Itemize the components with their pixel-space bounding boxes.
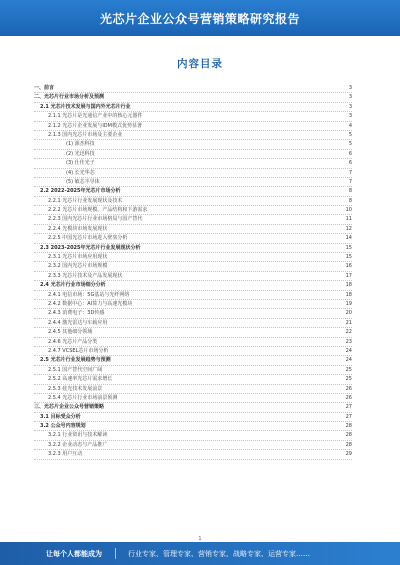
toc-entry[interactable] (34, 131, 352, 140)
toc-entry-page: 21 (345, 319, 352, 326)
toc-entry-label: 2.2.3 国内光芯片行业市场格局与国产替代 (48, 216, 143, 223)
toc-entry[interactable] (34, 150, 352, 159)
toc-entry-page: 28 (345, 423, 352, 430)
toc-entry-page: 26 (345, 394, 352, 401)
toc-entry-page: 14 (345, 235, 352, 242)
report-header-banner (0, 0, 400, 36)
toc-entry-page: 19 (345, 300, 352, 307)
toc-entry[interactable] (34, 413, 352, 422)
toc-entry-label: 2.2 2022-2025年光芯片市场分析 (40, 188, 121, 195)
toc-entry-label: 3.1 目标受众分析 (40, 413, 81, 420)
toc-entry[interactable] (34, 291, 352, 300)
toc-entry[interactable] (34, 253, 352, 262)
page-number: 1 (198, 536, 202, 542)
footer-slogan-right: 行业专家、管理专家、营销专家、战略专家、运营专家…… (128, 550, 310, 558)
toc-entry-page: 27 (345, 404, 352, 411)
toc-entry-label: 3.2.3 用户互动 (48, 451, 83, 458)
toc-entry-page: 26 (345, 385, 352, 392)
toc-entry[interactable] (34, 112, 352, 121)
toc-entry-page: 3 (348, 85, 352, 91)
toc-entry-label: 三、光芯片企业公众号营销策略 (34, 404, 105, 411)
toc-entry-page: 5 (348, 141, 352, 148)
toc-entry[interactable] (34, 281, 352, 290)
toc-entry-label: 2.3.2 国内光芯片市场规模 (48, 263, 108, 270)
toc-entry-label: 3.2.1 行业资讯与技术解读 (48, 432, 108, 439)
toc-entry-label: (2) 光迅科技 (66, 150, 95, 157)
toc-entry-page: 22 (345, 329, 352, 336)
toc-entry[interactable] (34, 187, 352, 196)
toc-entry-page: 24 (345, 357, 352, 364)
toc-entry-label: 2.2.5 中国光芯片市场进入壁垒分析 (48, 235, 128, 242)
toc-entry-page: 7 (348, 169, 352, 176)
toc-entry-label: (4) 长光华芯 (66, 169, 95, 176)
footer-slogan-left: 让每个人都能成为 (46, 550, 102, 558)
toc-entry-page: 29 (345, 451, 352, 458)
toc-entry-label: 2.5.4 光芯片行业市场前景预测 (48, 394, 118, 401)
toc-entry[interactable] (34, 347, 352, 356)
toc-entry-label: 2.4 光芯片行业市场细分分析 (40, 282, 106, 289)
toc-entry-page: 23 (345, 338, 352, 345)
toc-entry-label: 2.5 光芯片行业发展趋势与预测 (40, 357, 111, 364)
toc-entry-label: 2.4.6 光芯片产品分类 (48, 338, 98, 345)
toc-entry[interactable] (34, 356, 352, 365)
toc-entry[interactable] (34, 84, 352, 93)
toc-entry-page: 4 (348, 122, 352, 129)
toc-entry-page: 11 (345, 216, 352, 223)
toc-entry-label: 一、前言 (34, 85, 55, 91)
toc-entry-label: 2.5.1 国产替代空间广阔 (48, 366, 103, 373)
toc-entry-page: 3 (348, 94, 352, 101)
toc-entry-page: 15 (345, 244, 352, 251)
toc-entry-page: 24 (345, 347, 352, 354)
toc-entry[interactable] (34, 122, 352, 131)
toc-entry-label: 2.2.2 光芯片市场规模、产品结构和下游需求 (48, 207, 148, 214)
toc-entry[interactable] (34, 441, 352, 450)
toc-entry-page: 12 (345, 225, 352, 232)
toc-entry-page: 15 (345, 254, 352, 261)
toc-entry-page: 8 (348, 188, 352, 195)
toc-entry[interactable] (34, 375, 352, 384)
toc-entry-page: 18 (345, 282, 352, 289)
toc-entry[interactable] (34, 197, 352, 206)
toc-entry-label: 2.4.5 其他细分领域 (48, 329, 93, 336)
footer-divider (115, 548, 116, 559)
toc-entry-page: 17 (345, 272, 352, 279)
toc-entry-label: (5) 敏芯半导体 (66, 178, 100, 185)
toc-entry-label: 二、光芯片行业市场分析及预测 (34, 94, 105, 101)
toc-entry-label: 2.5.2 高速率光芯片需求增长 (48, 376, 113, 383)
toc-entry[interactable] (34, 328, 352, 337)
toc-entry-page: 28 (345, 441, 352, 448)
toc-entry[interactable] (34, 169, 352, 178)
report-title: 光芯片企业公众号营销策略研究报告 (99, 11, 300, 26)
toc-entry-page: 18 (345, 291, 352, 298)
footer-banner (0, 542, 400, 565)
toc-entry[interactable] (34, 178, 352, 187)
toc-entry[interactable] (34, 394, 352, 403)
toc-entry[interactable] (34, 234, 352, 243)
toc-entry[interactable] (34, 244, 352, 253)
toc-entry-page: 28 (345, 432, 352, 439)
toc-entry[interactable] (34, 159, 352, 168)
toc-entry-page: 3 (348, 113, 352, 120)
toc-entry-label: 2.5.3 硅光技术发展前景 (48, 385, 103, 392)
table-of-contents (34, 84, 352, 460)
toc-entry-page: 7 (348, 178, 352, 185)
toc-entry-label: 2.1 光芯片技术发展与国内外光芯片行业 (40, 103, 131, 110)
toc-entry[interactable] (34, 385, 352, 394)
toc-entry-page: 3 (348, 103, 352, 110)
toc-entry[interactable] (34, 366, 352, 375)
toc-entry-page: 20 (345, 310, 352, 317)
toc-entry-label: 2.3 2023-2025年光芯片行业发展现状分析 (40, 244, 141, 251)
toc-entry[interactable] (34, 215, 352, 224)
toc-entry-label: 2.4.7 VCSEL芯片市场分析 (48, 347, 109, 354)
toc-entry-page: 25 (345, 376, 352, 383)
toc-entry[interactable] (34, 309, 352, 318)
toc-entry[interactable] (34, 300, 352, 309)
toc-entry-page: 16 (345, 263, 352, 270)
toc-entry[interactable] (34, 431, 352, 440)
toc-entry-page: 8 (348, 197, 352, 204)
toc-entry-label: 2.3.1 光芯片市场应用现状 (48, 254, 108, 261)
toc-entry-label: 2.2.1 光芯片行业发展现状及技术 (48, 197, 123, 204)
toc-entry[interactable] (34, 403, 352, 412)
toc-entry-label: 2.2.4 光模块市场发展现状 (48, 225, 108, 232)
toc-entry-label: 3.2.2 企业动态与产品推广 (48, 441, 108, 448)
toc-entry-page: 25 (345, 366, 352, 373)
toc-entry[interactable] (34, 206, 352, 215)
toc-entry[interactable] (34, 103, 352, 112)
toc-entry-label: 2.4.1 电信市场：5G基站与光纤网络 (48, 291, 130, 298)
toc-entry-label: 2.1.1 光芯片是光通信产业中的核心元器件 (48, 113, 143, 120)
toc-entry-label: 2.4.3 消费电子：3D传感 (48, 310, 105, 317)
toc-entry[interactable] (34, 262, 352, 271)
toc-entry-label: (1) 源杰科技 (66, 141, 95, 148)
toc-entry-page: 6 (348, 160, 352, 167)
toc-entry[interactable] (34, 450, 352, 459)
toc-entry-label: 2.3.3 光芯片技术及产品发展现状 (48, 272, 123, 279)
toc-entry-label: 2.4.4 激光雷达与车载应用 (48, 319, 108, 326)
toc-entry-page: 5 (348, 131, 352, 138)
toc-entry-label: 3.2 公众号内容规划 (40, 423, 86, 430)
toc-entry-label: 2.1.2 光芯片企业发展与IDM模式优势显著 (48, 122, 142, 129)
toc-entry[interactable] (34, 225, 352, 234)
toc-entry-label: (3) 仕佳光子 (66, 160, 95, 167)
toc-entry[interactable] (34, 422, 352, 431)
toc-entry[interactable] (34, 319, 352, 328)
toc-entry[interactable] (34, 140, 352, 149)
toc-entry-page: 10 (345, 207, 352, 214)
toc-entry-page: 27 (345, 413, 352, 420)
toc-entry-page: 6 (348, 150, 352, 157)
toc-entry[interactable] (34, 93, 352, 102)
toc-entry-label: 2.1.3 国内光芯片市场及主要企业 (48, 131, 123, 138)
toc-title: 内容目录 (177, 58, 223, 70)
toc-entry[interactable] (34, 272, 352, 281)
toc-entry[interactable] (34, 338, 352, 347)
toc-entry-label: 2.4.2 数据中心：AI算力与高速光模块 (48, 300, 133, 307)
